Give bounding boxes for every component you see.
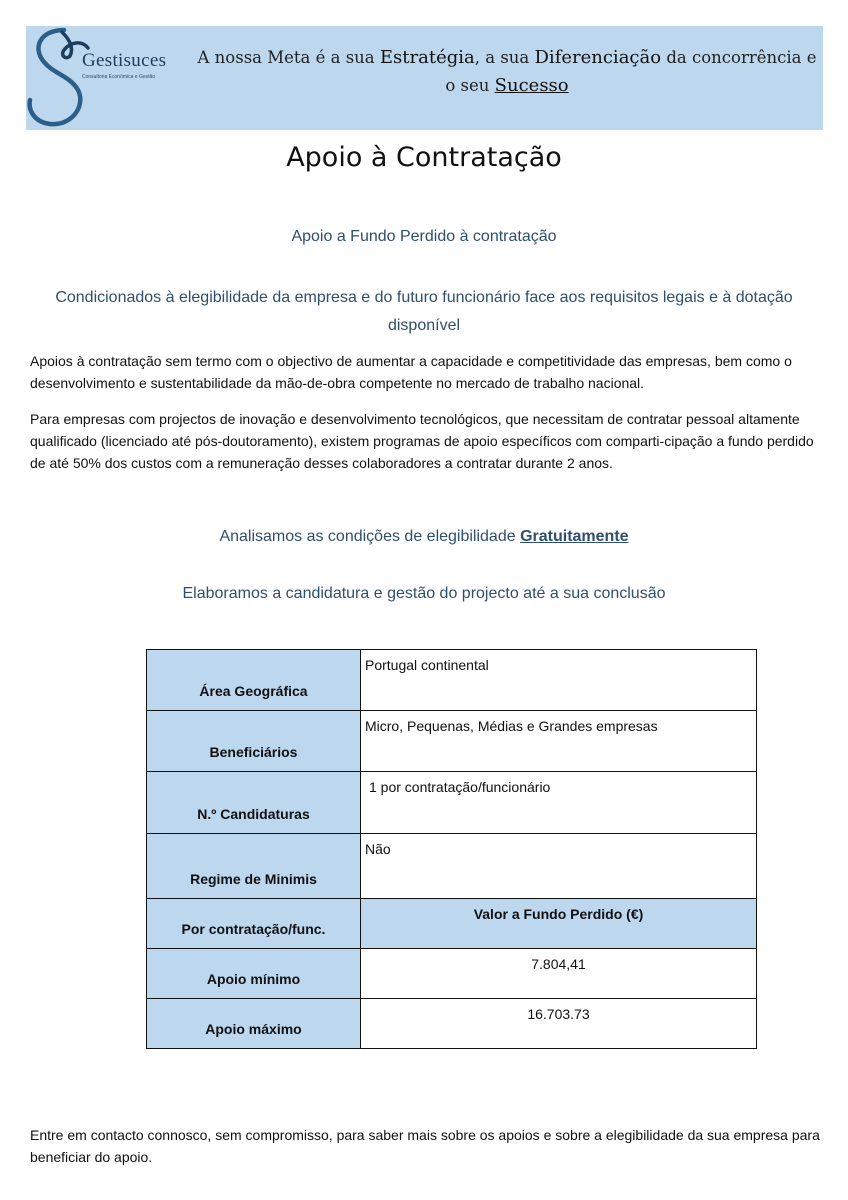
header-banner	[26, 26, 823, 130]
amount-header-label: Por contratação/func.	[147, 899, 361, 949]
analysis-text: Analisamos as condições de elegibilidade	[219, 528, 521, 545]
motto-text: , a sua	[474, 48, 535, 67]
paragraph-contact: Entre em contacto connosco, sem compromisso, para saber mais sobre os apoios e sobre a elegibilidade da sua empresa para beneficiar do apoio.	[30, 1127, 820, 1165]
motto	[194, 44, 820, 100]
page-title: Apoio à Contratação	[286, 142, 562, 173]
motto-keyword-differentiation: Diferenciação	[534, 47, 662, 68]
motto-keyword-success: Sucesso	[494, 75, 569, 96]
row-label-min-support: Apoio mínimo	[147, 949, 361, 999]
row-value-beneficiaries: Micro, Pequenas, Médias e Grandes empresas	[361, 711, 757, 772]
paragraph-innovation: Para empresas com projectos de inovação e desenvolvimento tecnológicos, que necessitam de contratar pessoal altamente qualificado (licenciado até pós-doutoramento), existem programas de apoio específicos com comparti-cipação a fundo perdido de até 50% dos custos com a remuneração desses colaboradores a contratar durante 2 anos.	[30, 411, 814, 471]
row-value-min-support: 7.804,41	[361, 949, 757, 999]
analysis-line	[0, 528, 848, 546]
motto-keyword-strategy: Estratégia	[379, 47, 475, 68]
table-row	[147, 999, 757, 1049]
logo-text: Gestisuces	[82, 50, 167, 71]
table-row	[147, 899, 757, 949]
motto-text: A nossa Meta é a sua	[197, 48, 380, 67]
analysis-free-highlight: Gratuitamente	[520, 528, 629, 545]
logo-subtitle: Consultoria Económica e Gestão	[82, 74, 156, 80]
amount-header-value: Valor a Fundo Perdido (€)	[361, 899, 757, 949]
row-value-max-support: 16.703.73	[361, 999, 757, 1049]
row-label-max-support: Apoio máximo	[147, 999, 361, 1049]
motto-text: da concorrência e o seu	[445, 48, 817, 95]
elaboration-line: Elaboramos a candidatura e gestão do projecto até a sua conclusão	[182, 585, 666, 602]
row-value-geographic-area: Portugal continental	[361, 650, 757, 711]
paragraph-intro: Apoios à contratação sem termo com o objectivo de aumentar a capacidade e competitividade das empresas, bem como o desenvolvimento e sustentabilidade da mão-de-obra competente no mercado de trabalho nacional.	[30, 353, 792, 391]
row-label-beneficiaries: Beneficiários	[147, 711, 361, 772]
table-row	[147, 650, 757, 711]
row-value-applications: 1 por contratação/funcionário	[361, 772, 757, 834]
subtitle-conditions: Condicionados à elegibilidade da empresa e do futuro funcionário face aos requisitos legais e à dotação disponível	[55, 289, 793, 334]
row-label-applications: N.º Candidaturas	[147, 772, 361, 834]
row-label-de-minimis: Regime de Minimis	[147, 834, 361, 899]
table-row	[147, 834, 757, 899]
table-row	[147, 772, 757, 834]
table-row	[147, 949, 757, 999]
row-label-geographic-area: Área Geográfica	[147, 650, 361, 711]
info-table	[146, 649, 757, 1049]
subtitle-grant: Apoio a Fundo Perdido à contratação	[291, 228, 557, 245]
table-row	[147, 711, 757, 772]
row-value-de-minimis: Não	[361, 834, 757, 899]
